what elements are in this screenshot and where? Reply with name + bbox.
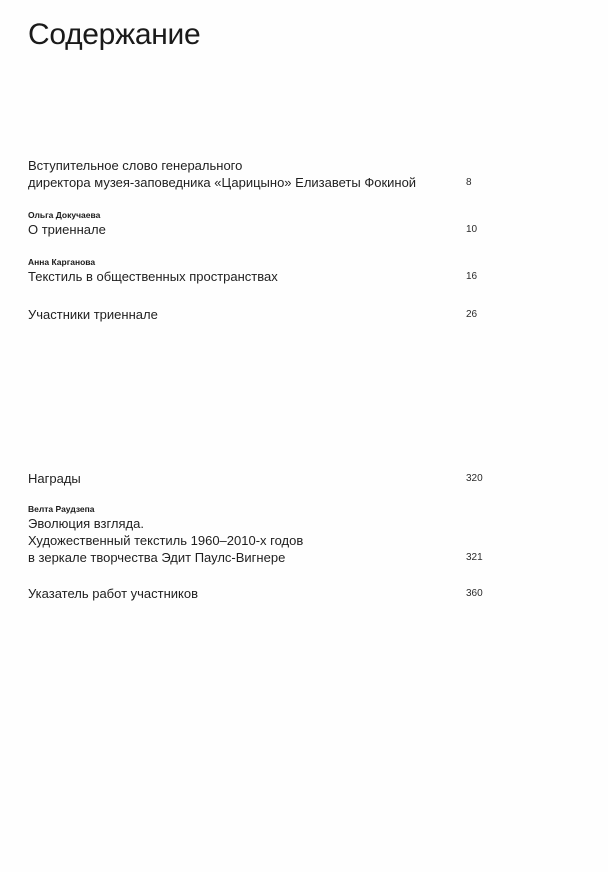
- toc-page-number: 320: [466, 473, 483, 484]
- toc-entry-introduction[interactable]: [28, 157, 498, 191]
- toc-page-number: 360: [466, 588, 483, 599]
- toc-page-number: 16: [466, 271, 478, 282]
- toc-entry-author: Анна Карганова: [28, 257, 96, 267]
- toc-entry-author: Велта Раудзепа: [28, 504, 95, 514]
- toc-entry-participants[interactable]: [28, 306, 498, 323]
- toc-entry-title: Награды: [28, 471, 81, 486]
- toc-entry-title: Участники триеннале: [28, 307, 158, 322]
- toc-entry-title: О триеннале: [28, 222, 106, 237]
- toc-entry-works-index[interactable]: [28, 585, 498, 602]
- toc-entry-title: Указатель работ участников: [28, 586, 198, 601]
- toc-page-number: 321: [466, 552, 483, 563]
- toc-entry-title: Эволюция взгляда. Художественный текстиль 1960–2010-х годов в зеркале творчества Эдит Паулс-Вигнере: [28, 516, 304, 565]
- page-title: Содержание: [28, 18, 201, 51]
- toc-page-number: 10: [466, 224, 478, 235]
- toc-entry-awards[interactable]: [28, 470, 498, 487]
- toc-entry-textile-public-spaces[interactable]: [28, 257, 498, 285]
- toc-entry-title: Текстиль в общественных пространствах: [28, 269, 278, 284]
- toc-page-number: 8: [466, 177, 472, 188]
- toc-entry-evolution-of-view[interactable]: [28, 504, 498, 566]
- toc-page-number: 26: [466, 309, 478, 320]
- toc-entry-author: Ольга Докучаева: [28, 210, 101, 220]
- toc-entry-title: Вступительное слово генерального директора музея-заповедника «Царицыно» Елизаветы Фокиной: [28, 158, 417, 190]
- toc-entry-about-triennial[interactable]: [28, 210, 498, 238]
